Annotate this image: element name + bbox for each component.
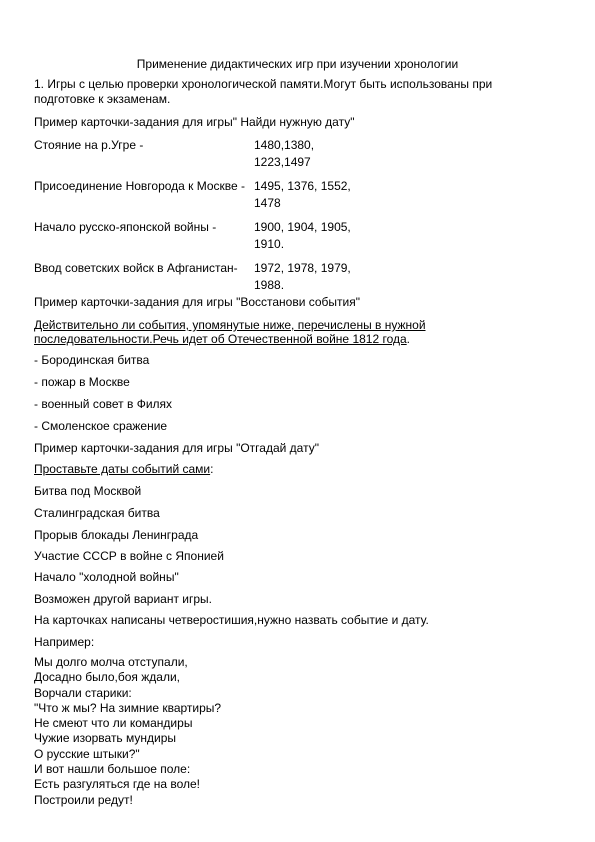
- example-label: Например:: [34, 635, 95, 649]
- example-1-heading: Пример карточки-задания для игры" Найди нужную дату": [34, 115, 355, 129]
- date-row-dates: 1972, 1978, 1979, 1988.: [254, 261, 351, 292]
- date-row-event: Начало русско-японской войны -: [34, 220, 217, 234]
- intro-line-2: подготовке к экзаменам.: [34, 92, 171, 106]
- task-2-line-2-text: последовательности.Речь идет об Отечественной войне 1812 года: [34, 332, 407, 346]
- task-2-period: .: [406, 332, 411, 346]
- poem-line: Мы долго молча отступали,: [34, 655, 188, 669]
- example-3-heading: Пример карточки-задания для игры "Отгадай дату": [34, 441, 319, 455]
- list-item: Битва под Москвой: [34, 484, 142, 498]
- list-item: Прорыв блокады Ленинграда: [34, 528, 199, 542]
- task-3: [34, 462, 213, 476]
- poem: [34, 655, 221, 808]
- list-item: - Смоленское сражение: [34, 419, 168, 433]
- list-item: Сталинградская битва: [34, 506, 160, 520]
- date-row-dates: 1900, 1904, 1905, 1910.: [254, 220, 351, 251]
- list-item: - военный совет в Филях: [34, 397, 173, 411]
- task-2-line-1: Действительно ли события, упомянутые ниже, перечислены в нужной: [34, 318, 426, 332]
- document-title: Применение дидактических игр при изучении хронологии: [136, 57, 459, 71]
- date-row-dates: 1480,1380, 1223,1497: [254, 138, 315, 169]
- poem-line: "Что ж мы? На зимние квартиры?: [34, 700, 222, 715]
- task-3-text: Проставьте даты событий сами: [34, 462, 211, 476]
- poem-line: И вот нашли большое поле:: [34, 762, 191, 777]
- list-item: Участие СССР в войне с Японией: [34, 549, 224, 563]
- intro-line-1: 1. Игры с целью проверки хронологической памяти.Могут быть использованы при: [34, 77, 493, 91]
- list-item: - пожар в Москве: [34, 375, 130, 389]
- task-3-colon: :: [210, 462, 214, 476]
- cards-note: На карточках написаны четверостишия,нужно назвать событие и дату.: [34, 613, 429, 627]
- poem-line: Построили редут!: [34, 792, 133, 807]
- poem-line: Чужие изорвать мундиры: [34, 731, 177, 746]
- poem-line: Есть разгуляться где на воле!: [34, 777, 201, 792]
- date-row-event: Присоединение Новгорода к Москве -: [34, 179, 246, 193]
- poem-line: О русские штыки?": [34, 746, 140, 761]
- example-2-heading: Пример карточки-задания для игры "Восстанови события": [34, 295, 361, 309]
- date-row-dates: 1495, 1376, 1552, 1478: [254, 179, 351, 210]
- list-item: - Бородинская битва: [34, 353, 150, 367]
- date-row-event: Ввод советских войск в Афганистан-: [34, 261, 238, 275]
- date-row-event: Стояние на р.Угре -: [34, 138, 144, 152]
- variant-note: Возможен другой вариант игры.: [34, 592, 212, 606]
- poem-line: Не смеют что ли командиры: [34, 716, 193, 731]
- poem-line: Ворчали старики:: [34, 685, 132, 700]
- task-2-line-2: [34, 332, 410, 346]
- list-item: Начало "холодной войны": [34, 570, 179, 584]
- poem-line: Досадно было,боя ждали,: [34, 670, 181, 685]
